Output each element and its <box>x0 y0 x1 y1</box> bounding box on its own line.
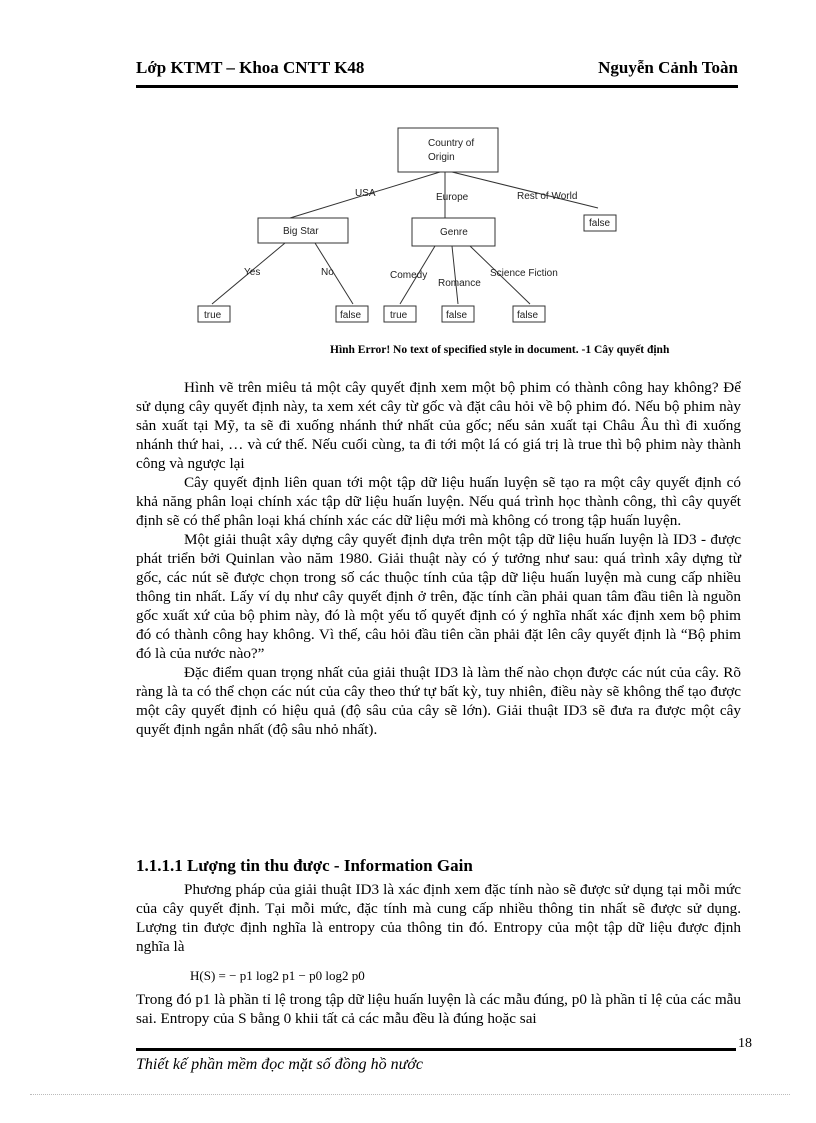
node-root-label-1: Country of <box>428 138 475 149</box>
footer-rule <box>136 1048 736 1051</box>
paragraph-6: Trong đó p1 là phần tỉ lệ trong tập dữ liệu huấn luyện là các mẫu đúng, p0 là phần tỉ lệ của các mẫu sai. Entropy của S bằng 0 khii tất cả các mẫu đều là đúng hoặc sai <box>136 991 741 1027</box>
header-rule <box>136 85 738 88</box>
leaf-comedy-label: true <box>390 310 408 321</box>
leaf-romance-label: false <box>446 310 468 321</box>
entropy-formula: H(S) = − p1 log2 p1 − p0 log2 p0 <box>190 968 365 983</box>
paragraph-3: Một giải thuật xây dựng cây quyết định dựa trên một tập dữ liệu huấn luyện là ID3 - được phát triển bởi Quinlan vào năm 1980. Giải thuật này có ý tưởng như sau: quá trình xây dựng từ gốc, các nút sẽ được chọn trong số các thuộc tính của tập dữ liệu huấn luyện mà cung cấp nhiều thông tin nhất. Lấy ví dụ như cây quyết định ở trên, đặc tính cần phải quan tâm đầu tiên là nguồn gốc xuất xứ của bộ phim này, đó là một yếu tố quyết định có ý nghĩa nhất xác định xem bộ phim đó có thành công hay không. Vì thế, câu hỏi đầu tiên cần phải đặt lên cây quyết định là “Bộ phim đó là của nước nào?” <box>136 531 741 662</box>
leaf-scifi-label: false <box>517 310 539 321</box>
header-left: Lớp KTMT – Khoa CNTT K48 <box>136 58 365 77</box>
paragraph-5: Phương pháp của giải thuật ID3 là xác định xem đặc tính nào sẽ được sử dụng tại mỗi mức của cây quyết định. Tại mỗi mức, đặc tính mà cung cấp nhiều thông tin nhất sẽ được sử dụng. Lượng tin được định nghĩa là entropy của thông tin đó. Entropy của một tập dữ liệu được định nghĩa là <box>136 881 741 955</box>
leaf-yes-label: true <box>204 310 222 321</box>
paragraph-1: Hình vẽ trên miêu tả một cây quyết định xem một bộ phim có thành công hay không? Để sử dụng cây quyết định này, ta xem xét cây từ gốc và đặt câu hỏi về bộ phim đó. Nếu bộ phim này sản xuất tại Mỹ, ta sẽ đi xuống nhánh thứ nhất của gốc; nếu sản xuất tại Châu Âu thì đi xuống nhánh thứ hai, … và cứ thế. Nếu cuối cùng, ta đi tới một lá có giá trị là true thì bộ phim này thành công và ngược lại <box>136 379 741 472</box>
leaf-rest-label: false <box>589 218 611 229</box>
section-heading: 1.1.1.1 Lượng tin thu được - Information Gain <box>136 856 473 875</box>
edge-romance-label: Romance <box>438 278 481 289</box>
edge-no-label: No <box>321 267 334 278</box>
header-right: Nguyễn Cảnh Toàn <box>598 58 738 77</box>
paragraph-4: Đặc điểm quan trọng nhất của giải thuật ID3 là làm thế nào chọn được các nút của cây. Rõ ràng là ta có thể chọn các nút của cây theo thứ tự bất kỳ, tuy nhiên, điều này sẽ không thể tạo được một cây quyết định có hiệu quả (độ sâu của cây sẽ lớn). Giải thuật ID3 sẽ đưa ra được một cây quyết định ngắn nhất (độ sâu nhỏ nhất). <box>136 664 741 738</box>
edge-rest-label: Rest of World <box>517 191 578 202</box>
node-bigstar-label: Big Star <box>283 226 319 237</box>
edge-scifi-label: Science Fiction <box>490 268 558 279</box>
decision-tree-diagram <box>190 120 611 332</box>
page-number: 18 <box>738 1036 752 1051</box>
node-root-label-2: Origin <box>428 152 455 163</box>
paragraph-2: Cây quyết định liên quan tới một tập dữ liệu huấn luyện sẽ tạo ra một cây quyết định có khả năng phân loại chính xác tập dữ liệu huấn luyện. Nếu quá trình học thành công, thì cây quyết định sẽ có thể phân loại khá chính xác các dữ liệu mới mà không có trong tập huấn luyện. <box>136 474 741 529</box>
leaf-no-label: false <box>340 310 362 321</box>
edge-usa-label: USA <box>355 188 376 199</box>
figure-caption: Hình Error! No text of specified style in document. -1 Cây quyết định <box>330 344 670 356</box>
node-genre-label: Genre <box>440 227 468 238</box>
page-bottom-dotted-line <box>30 1094 790 1095</box>
body-section-3 <box>136 990 741 1028</box>
edge-yes-label: Yes <box>244 267 261 278</box>
edge-europe-label: Europe <box>436 192 469 203</box>
edge-comedy-label: Comedy <box>390 270 428 281</box>
node-root-box <box>398 128 498 172</box>
body-section-2 <box>136 880 741 956</box>
body-section-1 <box>136 378 741 739</box>
footer-text: Thiết kế phần mềm đọc mặt số đồng hồ nước <box>136 1056 423 1073</box>
